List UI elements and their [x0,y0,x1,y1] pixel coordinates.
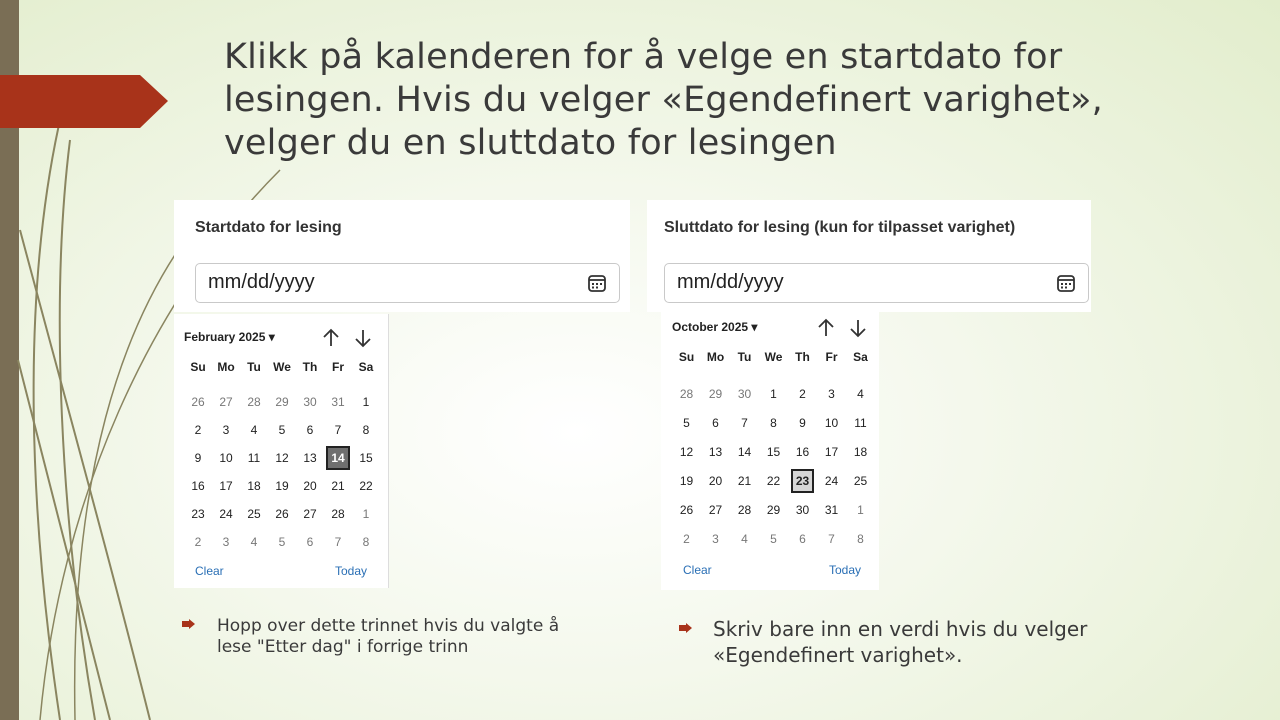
calendar-grid [184,360,380,556]
end-date-picker [661,312,879,590]
calendar-day[interactable]: 19 [679,473,694,488]
calendar-day[interactable]: 4 [857,386,864,401]
title-arrow-marker [0,75,168,128]
end-date-card [647,200,1091,312]
calendar-day[interactable]: 5 [278,535,286,549]
calendar-day[interactable]: 26 [275,507,289,521]
weekday-header: We [764,350,783,364]
calendar-day[interactable]: 30 [795,502,810,517]
today-button[interactable]: Today [335,564,368,578]
calendar-day[interactable]: 12 [679,444,694,459]
calendar-day[interactable]: 4 [741,531,748,546]
selected-day[interactable]: 14 [324,444,352,472]
calendar-day[interactable]: 17 [219,479,233,493]
calendar-day[interactable]: 3 [712,531,719,546]
start-date-label: Startdato for lesing [195,219,342,236]
calendar-day[interactable]: 3 [828,386,835,401]
weekday-header: Th [302,360,318,374]
calendar-day[interactable]: 7 [334,535,342,549]
calendar-day[interactable]: 1 [770,386,777,401]
weekday-header: Tu [737,350,752,364]
calendar-day[interactable]: 5 [278,423,286,437]
calendar-day[interactable]: 12 [275,451,289,465]
calendar-day[interactable]: 6 [306,535,314,549]
calendar-day[interactable]: 1 [362,395,370,409]
calendar-day[interactable]: 21 [331,479,345,493]
calendar-day[interactable]: 22 [359,479,373,493]
calendar-day[interactable]: 8 [770,415,777,430]
calendar-day[interactable]: 28 [331,507,345,521]
weekday-header: Fr [825,350,838,364]
calendar-day[interactable]: 6 [306,423,314,437]
month-year-label: October 2025 [672,320,749,334]
calendar-day[interactable]: 21 [737,473,752,488]
start-date-picker [174,314,389,588]
weekday-header: Sa [358,360,374,374]
calendar-day[interactable]: 30 [303,395,317,409]
calendar-day[interactable]: 25 [853,473,868,488]
bullet-arrow-icon [679,623,692,633]
calendar-day[interactable]: 2 [799,386,806,401]
calendar-day[interactable]: 29 [766,502,781,517]
calendar-day[interactable]: 7 [828,531,835,546]
calendar-day[interactable]: 13 [303,451,317,465]
calendar-day[interactable]: 23 [191,507,205,521]
calendar-day[interactable]: 8 [362,423,370,437]
clear-button[interactable]: Clear [683,563,712,577]
calendar-day[interactable]: 30 [737,386,752,401]
month-year-dropdown[interactable]: October 2025 ▾ [672,320,758,334]
calendar-day[interactable]: 3 [222,423,230,437]
calendar-day[interactable]: 24 [219,507,233,521]
slide-title: Klikk på kalenderen for å velge en startdato for lesingen. Hvis du velger «Egendefinert varighet», velger du en sluttdato for lesingen [224,37,1103,163]
calendar-day[interactable]: 11 [854,415,867,430]
calendar-day[interactable]: 15 [766,444,781,459]
start-date-input-value: mm/dd/yyyy [208,271,315,293]
calendar-day[interactable]: 5 [770,531,777,546]
bullet-right-text: Skriv bare inn en verdi hvis du velger «Egendefinert varighet». [713,617,1088,667]
calendar-day[interactable]: 7 [334,423,342,437]
previous-month-arrow-up-icon[interactable] [815,317,837,339]
calendar-day[interactable]: 26 [679,502,694,517]
calendar-day[interactable]: 5 [683,415,690,430]
calendar-day[interactable]: 4 [250,423,258,437]
calendar-day[interactable]: 1 [362,507,370,521]
next-month-arrow-down-icon[interactable] [352,327,374,349]
calendar-day[interactable]: 20 [303,479,317,493]
end-date-input-value: mm/dd/yyyy [677,271,784,293]
calendar-day[interactable]: 14 [737,444,752,459]
weekday-header: We [273,360,291,374]
calendar-day[interactable]: 27 [303,507,317,521]
weekday-header: Tu [247,360,261,374]
calendar-day[interactable]: 2 [194,535,202,549]
calendar-day[interactable]: 2 [194,423,202,437]
calendar-day[interactable]: 10 [824,415,839,430]
calendar-day[interactable]: 11 [247,451,261,465]
calendar-day[interactable]: 29 [275,395,289,409]
calendar-day[interactable]: 22 [766,473,781,488]
calendar-day[interactable]: 10 [219,451,233,465]
calendar-day[interactable]: 28 [247,395,261,409]
weekday-header: Su [678,350,695,364]
calendar-day[interactable]: 4 [250,535,258,549]
calendar-day[interactable]: 8 [857,531,864,546]
calendar-day[interactable]: 6 [712,415,719,430]
calendar-day[interactable]: 31 [331,395,345,409]
calendar-day[interactable]: 28 [679,386,694,401]
bullet-arrow-icon [182,619,195,629]
calendar-day[interactable]: 18 [247,479,261,493]
calendar-day[interactable]: 31 [824,502,839,517]
calendar-day[interactable]: 17 [824,444,839,459]
bullet-left-text: Hopp over dette trinnet hvis du valgte å lese "Etter dag" i forrige trinn [217,616,560,657]
start-date-input[interactable] [195,263,620,303]
weekday-header: Fr [332,360,344,374]
calendar-day[interactable]: 24 [824,473,839,488]
calendar-day[interactable]: 27 [708,502,723,517]
calendar-icon[interactable] [1056,273,1076,293]
calendar-day[interactable]: 29 [708,386,723,401]
calendar-day[interactable]: 8 [362,535,370,549]
calendar-day[interactable]: 19 [275,479,289,493]
previous-month-arrow-up-icon[interactable] [320,327,342,349]
calendar-day[interactable]: 16 [191,479,205,493]
calendar-day[interactable]: 26 [191,395,205,409]
end-date-input[interactable] [664,263,1089,303]
calendar-day[interactable]: 28 [737,502,752,517]
calendar-day[interactable]: 9 [194,451,202,465]
calendar-day[interactable]: 13 [708,444,723,459]
calendar-day[interactable]: 2 [683,531,690,546]
calendar-day[interactable]: 27 [219,395,233,409]
calendar-day[interactable]: 25 [247,507,261,521]
calendar-icon[interactable] [587,273,607,293]
end-date-label: Sluttdato for lesing (kun for tilpasset varighet) [664,219,1016,236]
calendar-day[interactable]: 9 [799,415,806,430]
calendar-day[interactable]: 3 [222,535,230,549]
calendar-day[interactable]: 16 [795,444,810,459]
today-button[interactable]: Today [829,563,862,577]
weekday-header: Su [190,360,206,374]
month-year-label: February 2025 [184,330,266,344]
weekday-header: Mo [217,360,235,374]
selected-day[interactable]: 23 [788,466,817,495]
calendar-day[interactable]: 6 [799,531,806,546]
calendar-grid [672,350,875,553]
weekday-header: Mo [706,350,725,364]
weekday-header: Sa [853,350,868,364]
next-month-arrow-down-icon[interactable] [847,317,869,339]
weekday-header: Th [795,350,810,364]
month-year-dropdown[interactable]: February 2025 ▾ [184,330,275,344]
calendar-day[interactable]: 20 [708,473,723,488]
calendar-day[interactable]: 1 [857,502,864,517]
clear-button[interactable]: Clear [195,564,224,578]
start-date-card [174,200,630,312]
calendar-day[interactable]: 15 [359,451,373,465]
calendar-day[interactable]: 7 [741,415,748,430]
calendar-day[interactable]: 18 [853,444,868,459]
